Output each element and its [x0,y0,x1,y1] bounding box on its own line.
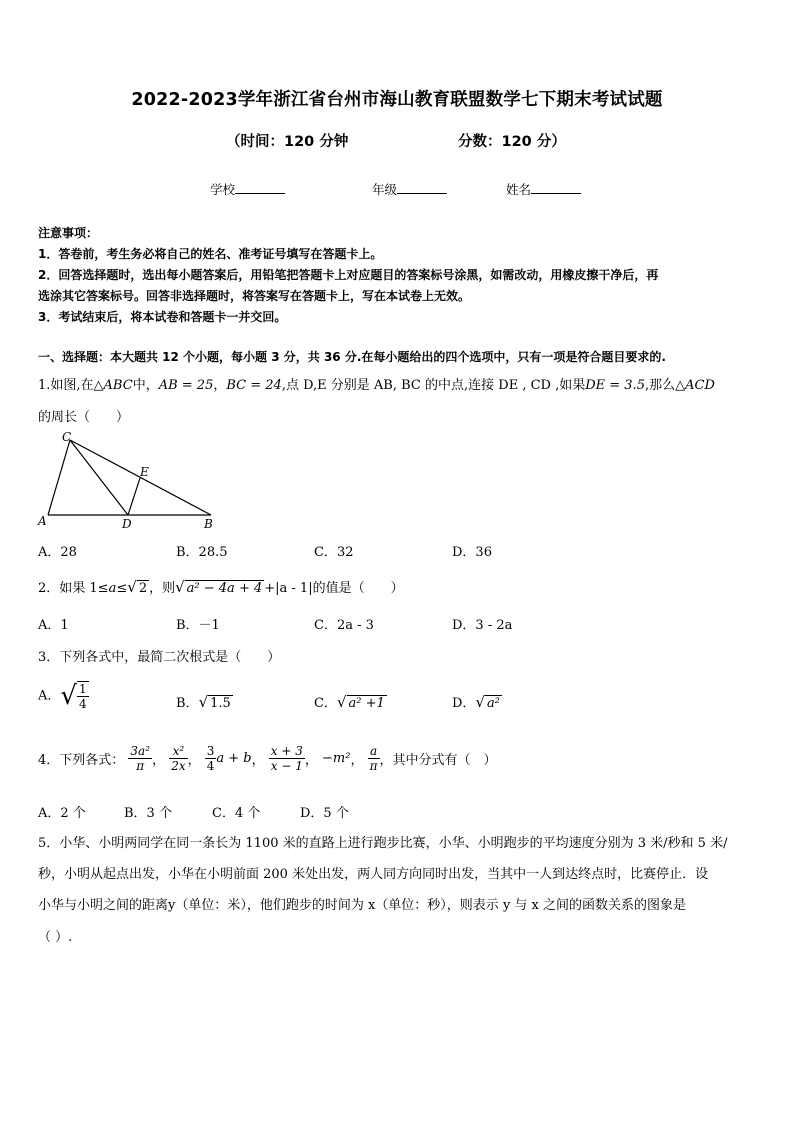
note-3: 3．考试结束后，将本试卷和答题卡一并交回。 [38,310,287,324]
q2-option-d[interactable]: D．3 - 2a [452,618,513,633]
segment-cd [70,440,128,515]
question-3-stem: 3．下列各式中，最简二次根式是（ ） [38,650,281,665]
segment-ac [48,440,70,515]
label-d: D [122,517,132,530]
section-heading: 一、选择题：本大题共 12 个小题，每小题 3 分，共 36 分.在每小题给出的四个选项中，只有一项是符合题目要求的. [38,350,666,364]
q2-option-b[interactable]: B．－1 [176,618,220,633]
school-field[interactable] [210,180,285,198]
question-5-line-4: （ ）. [38,930,73,945]
label-c: C [62,430,72,444]
question-1-stem-cont: 的周长（ ） [38,410,130,425]
note-2: 2．回答选择题时，选出每小题答案后，用铅笔把答题卡上对应题目的答案标号涂黑，如需改动，用橡皮擦干净后，再 [38,268,659,282]
question-4-stem: 4．下列各式： $\frac{\text{3a²}}{\pi}$ ， $\frac{\text{x²}}{2x}$ ， $\frac{3}{4}$ a + b， $\frac{x + 3}{x - 1}$ ， −m²， $\frac{a}{\pi}$ ，其中分式有（ ） [38,744,497,773]
segment-de [128,478,140,515]
q4-option-d[interactable]: D．5 个 [300,806,349,821]
note-1: 1．答卷前，考生务必将自己的姓名、准考证号填写在答题卡上。 [38,247,383,261]
note-2-cont: 选涂其它答案标号。回答非选择题时，将答案写在答题卡上，写在本试卷上无效。 [38,289,471,303]
question-5-line-1: 5．小华、小明两同学在同一条长为 1100 米的直路上进行跑步比赛，小华、小明跑步的平均速度分别为 3 米/秒和 5 米/ [38,836,728,851]
question-1-stem: 1.如图,在△ABC中，AB = 25，BC = 24,点 D,E 分别是 AB, BC 的中点,连接 DE , CD ,如果DE = 3.5,那么△ACD [38,378,715,393]
grade-field[interactable] [372,180,447,198]
label-a: A [38,514,47,528]
q1-option-b[interactable]: B．28.5 [176,545,228,560]
q3-option-b[interactable]: B．√ 1.5 [176,693,231,711]
name-label: 姓名 [506,182,532,197]
page-title: 2022-2023学年浙江省台州市海山教育联盟数学七下期末考试试题 [131,90,663,110]
q3-option-d[interactable]: D．√ a² [452,693,500,711]
total-score: 分数：120 分） [458,134,566,150]
question-2-stem: 2．如果 1≤a≤√ 2 ，则√ a² − 4a + 4 +|a - 1|的值是（ ） [38,578,404,596]
q2-option-c[interactable]: C．2a - 3 [314,618,374,633]
q4-option-c[interactable]: C．4 个 [212,806,261,821]
triangle-figure [36,430,226,530]
q2-option-a[interactable]: A．1 [38,618,69,633]
q4-option-a[interactable]: A．2 个 [38,806,86,821]
grade-label: 年级 [372,182,398,197]
q1-option-a[interactable]: A．28 [38,545,77,560]
label-b: B [204,517,213,530]
q4-option-b[interactable]: B．3 个 [124,806,172,821]
question-5-line-2: 秒，小明从起点出发，小华在小明前面 200 米处出发，两人同方向同时出发，当其中一人到达终点时，比赛停止．设 [38,867,709,882]
question-5-line-3: 小华与小明之间的距离y（单位：米），他们跑步的时间为 x（单位：秒），则表示 y 与 x 之间的函数关系的图象是 [38,898,687,913]
time-limit: （时间：120 分钟 [226,134,349,150]
name-field[interactable] [506,180,581,198]
q1-option-d[interactable]: D．36 [452,545,492,560]
q1-option-c[interactable]: C．32 [314,545,354,560]
q3-option-c[interactable]: C．√ a² +1 [314,693,385,711]
notes-heading: 注意事项： [38,226,99,240]
label-e: E [140,465,149,479]
q3-option-a[interactable]: A．√ $\frac{1}{4}$ [38,681,87,711]
school-label: 学校 [210,182,236,197]
